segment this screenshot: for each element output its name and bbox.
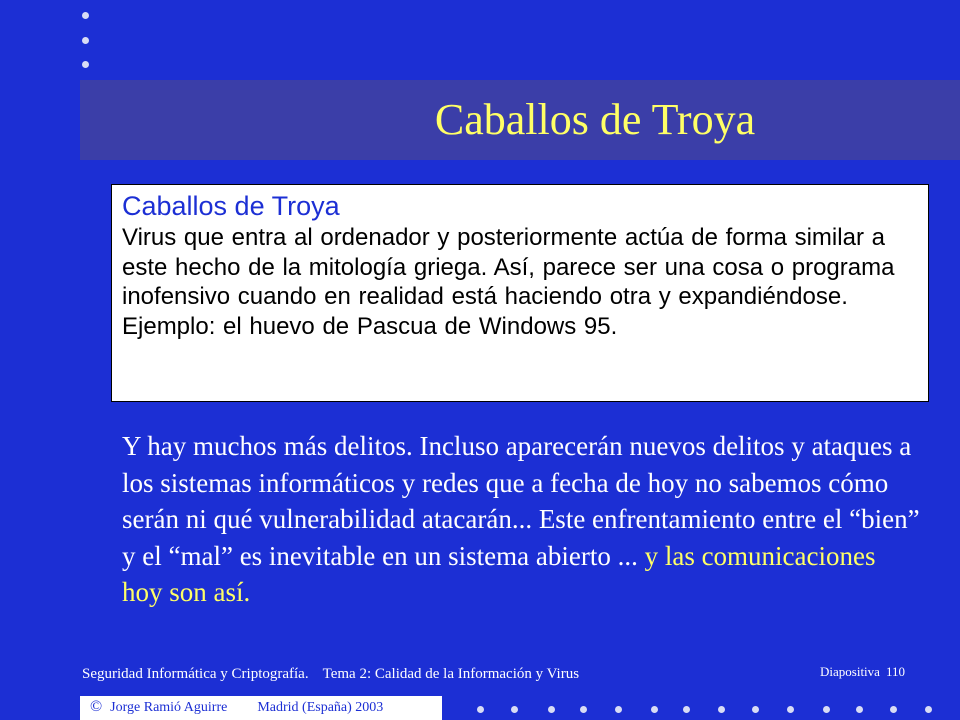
copyright-band bbox=[80, 696, 442, 720]
definition-body: Virus que entra al ordenador y posteriormente actúa de forma similar a este hecho de la mitología griega. Así, parece ser una cosa o programa inofensivo cuando en realidad está haciendo otra y expandiéndose. Ejemplo: el huevo de Pascua de Windows 95. bbox=[122, 224, 895, 340]
dot-decoration bbox=[82, 12, 89, 19]
definition-heading: Caballos de Troya bbox=[122, 191, 340, 221]
dot-decoration bbox=[925, 706, 932, 713]
dot-decoration bbox=[548, 706, 555, 713]
dot-decoration bbox=[856, 706, 863, 713]
dot-decoration bbox=[82, 37, 89, 44]
footer-topic: Tema 2: Calidad de la Información y Virus bbox=[322, 666, 580, 682]
dot-decoration bbox=[890, 706, 897, 713]
footer-author: Jorge Ramió Aguirre bbox=[110, 700, 228, 715]
dot-decoration bbox=[823, 706, 830, 713]
dot-decoration bbox=[82, 61, 89, 68]
dot-decoration bbox=[683, 706, 690, 713]
footer-place: Madrid (España) 2003 bbox=[257, 700, 384, 715]
footer-slide-number bbox=[820, 664, 905, 680]
dot-decoration bbox=[511, 706, 518, 713]
dot-decoration bbox=[615, 706, 622, 713]
dot-decoration bbox=[718, 706, 725, 713]
paragraph-text: Y hay muchos más delitos. Incluso aparecerán nuevos delitos y ataques a los sistemas informáticos y redes que a fecha de hoy no sabemos cómo serán ni qué vulnerabilidad atacarán... Este enfrentamiento entre el “bien” y el “mal” es inevitable en un sistema abierto ... bbox=[122, 431, 920, 571]
footer-course-info bbox=[82, 666, 579, 683]
definition-box bbox=[111, 184, 929, 402]
dot-decoration bbox=[787, 706, 794, 713]
dot-decoration bbox=[752, 706, 759, 713]
title-band bbox=[80, 80, 960, 160]
dot-decoration bbox=[580, 706, 587, 713]
dot-decoration bbox=[477, 706, 484, 713]
dot-decoration bbox=[651, 706, 658, 713]
paragraph-highlight: y las comunicaciones hoy son así. bbox=[122, 540, 876, 607]
footer-course: Seguridad Informática y Criptografía. bbox=[82, 666, 309, 682]
slide-number: 110 bbox=[885, 664, 905, 679]
main-paragraph bbox=[122, 428, 922, 611]
copyright-icon: © bbox=[90, 698, 103, 715]
slide-title: Caballos de Troya bbox=[434, 95, 756, 144]
slide-label: Diapositiva bbox=[820, 664, 880, 679]
